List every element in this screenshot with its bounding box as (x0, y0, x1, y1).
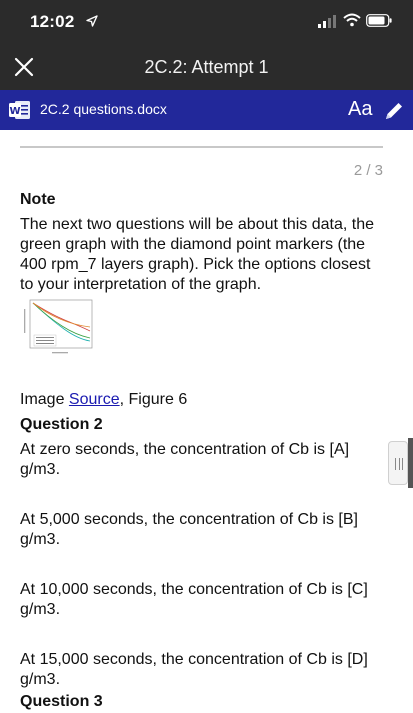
note-line: green graph with the diamond point markers (the (20, 236, 366, 253)
question-line: At 10,000 seconds, the concentration of Cb is [C] (20, 581, 368, 598)
title-bar (0, 44, 413, 90)
svg-text:W: W (9, 106, 21, 117)
note-line: to your interpretation of the graph. (20, 276, 262, 293)
image-source-link[interactable]: Source (68, 391, 120, 408)
document-toolbar (0, 90, 413, 130)
status-time: 12:02 (30, 12, 75, 31)
next-question-heading: Question 3 (20, 693, 103, 710)
page-indicator: 2 / 3 (353, 162, 383, 179)
pencil-icon[interactable] (383, 100, 405, 122)
question-line: At 5,000 seconds, the concentration of Cb is [B] (20, 511, 358, 528)
document-name: 2C.2 questions.docx (40, 101, 167, 117)
scroll-handle[interactable] (388, 441, 408, 485)
question-line: g/m3. (20, 601, 61, 618)
grip-icon (395, 458, 403, 470)
question-line: g/m3. (20, 461, 61, 478)
word-icon (9, 100, 31, 120)
scrollbar-edge (408, 438, 413, 488)
location-arrow-icon (86, 15, 98, 27)
question-line: At 15,000 seconds, the concentration of Cb is [D] (20, 651, 368, 668)
note-line: The next two questions will be about this data, the (20, 216, 374, 233)
battery-icon (366, 14, 392, 27)
image-source-suffix: , Figure 6 (119, 391, 188, 408)
font-size-button[interactable]: Aa (348, 98, 373, 120)
signal-icon (318, 14, 338, 28)
page-divider (20, 146, 383, 148)
image-source-prefix: Image (20, 391, 69, 408)
question-line: g/m3. (20, 671, 61, 688)
question-line: At zero seconds, the concentration of Cb is [A] (20, 441, 350, 458)
wifi-icon (343, 13, 361, 27)
question-line: g/m3. (20, 531, 61, 548)
status-bar (0, 0, 413, 44)
question-heading: Question 2 (20, 416, 103, 433)
image-source-line (20, 390, 380, 411)
page-title: 2C.2: Attempt 1 (144, 57, 269, 77)
note-line: 400 rpm_7 layers graph). Pick the options closest (20, 256, 371, 273)
note-heading: Note (20, 191, 56, 208)
figure-thumbnail[interactable] (22, 297, 96, 357)
